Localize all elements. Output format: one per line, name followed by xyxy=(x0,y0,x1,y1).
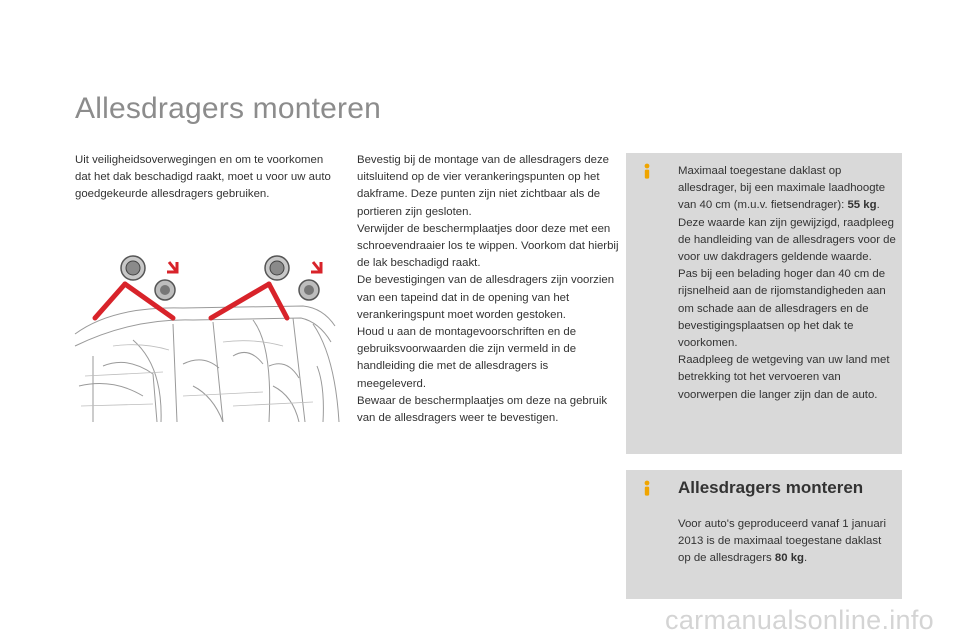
instruction-paragraph: De bevestigingen van de allesdragers zijn voorzien van een tapeind dat in de opening van het verankeringspunt moet worden gestoken. xyxy=(357,274,615,321)
page-title: Allesdragers monteren xyxy=(75,92,382,125)
watermark: carmanualsonline.info xyxy=(665,605,934,635)
roof-bars-info-box xyxy=(626,470,902,599)
roof-bars-line xyxy=(678,516,893,568)
instructions-text xyxy=(357,152,619,427)
instruction-paragraph: Verwijder de beschermplaatjes door deze met een schroevendraaier los te wippen. Voorkom dat hierbij de lak beschadigd raakt. xyxy=(357,222,619,270)
info-paragraph: Raadpleeg de wetgeving van uw land met betrekking tot het vervoeren van voorwerpen die langer zijn dan de auto. xyxy=(678,354,890,401)
intro-text xyxy=(75,152,340,204)
info-icon xyxy=(640,163,654,179)
max-load-line xyxy=(678,163,898,215)
max-load-text: Maximaal toegestane daklast op allesdrager, bij een maximale laadhoogte van 40 cm (m.u.v. fietsendrager): xyxy=(678,165,886,212)
roof-bars-value: 80 kg xyxy=(774,552,805,565)
info-box-text xyxy=(678,516,893,568)
max-load-suffix: . xyxy=(876,199,880,212)
roof-bars-text: Voor auto's geproduceerd vanaf 1 januari 2013 is de maximaal toegestane daklast op de allesdragers xyxy=(678,518,886,565)
info-icon xyxy=(640,480,654,496)
car-roof-drawing xyxy=(73,246,343,422)
info-paragraph: Pas bij een belading hoger dan 40 cm de rijsnelheid aan de rijomstandigheden aan om schade aan de allesdragers en de bevestigingsplaatsen op het dak te voorkomen. xyxy=(678,268,886,350)
instruction-paragraph: Bevestig bij de montage van de allesdragers deze uitsluitend op de vier verankeringspunten op het dakframe. Deze punten zijn niet zichtbaar als de portieren zijn gesloten. xyxy=(357,154,610,218)
max-load-value: 55 kg xyxy=(847,199,877,212)
max-load-info-text xyxy=(678,163,898,404)
info-box-title: Allesdragers monteren xyxy=(678,478,864,497)
roof-bars-suffix: . xyxy=(804,552,808,565)
info-paragraph: Deze waarde kan zijn gewijzigd, raadpleeg de handleiding van de allesdragers voor de voor uw dakdragers geldende waarde. xyxy=(678,216,896,264)
instruction-paragraph: Houd u aan de montagevoorschriften en de gebruiksvoorwaarden die zijn vermeld in de handleiding die met de allesdragers is meegeleverd. xyxy=(357,326,577,390)
roof-mounting-illustration xyxy=(73,246,343,422)
max-load-info-box xyxy=(626,153,902,454)
instruction-paragraph: Bewaar de beschermplaatjes om deze na gebruik van de allesdragers weer te bevestigen. xyxy=(357,394,608,425)
intro-paragraph: Uit veiligheidsoverwegingen en om te voorkomen dat het dak beschadigd raakt, moet u voor uw auto goedgekeurde allesdragers gebruiken. xyxy=(75,154,331,201)
